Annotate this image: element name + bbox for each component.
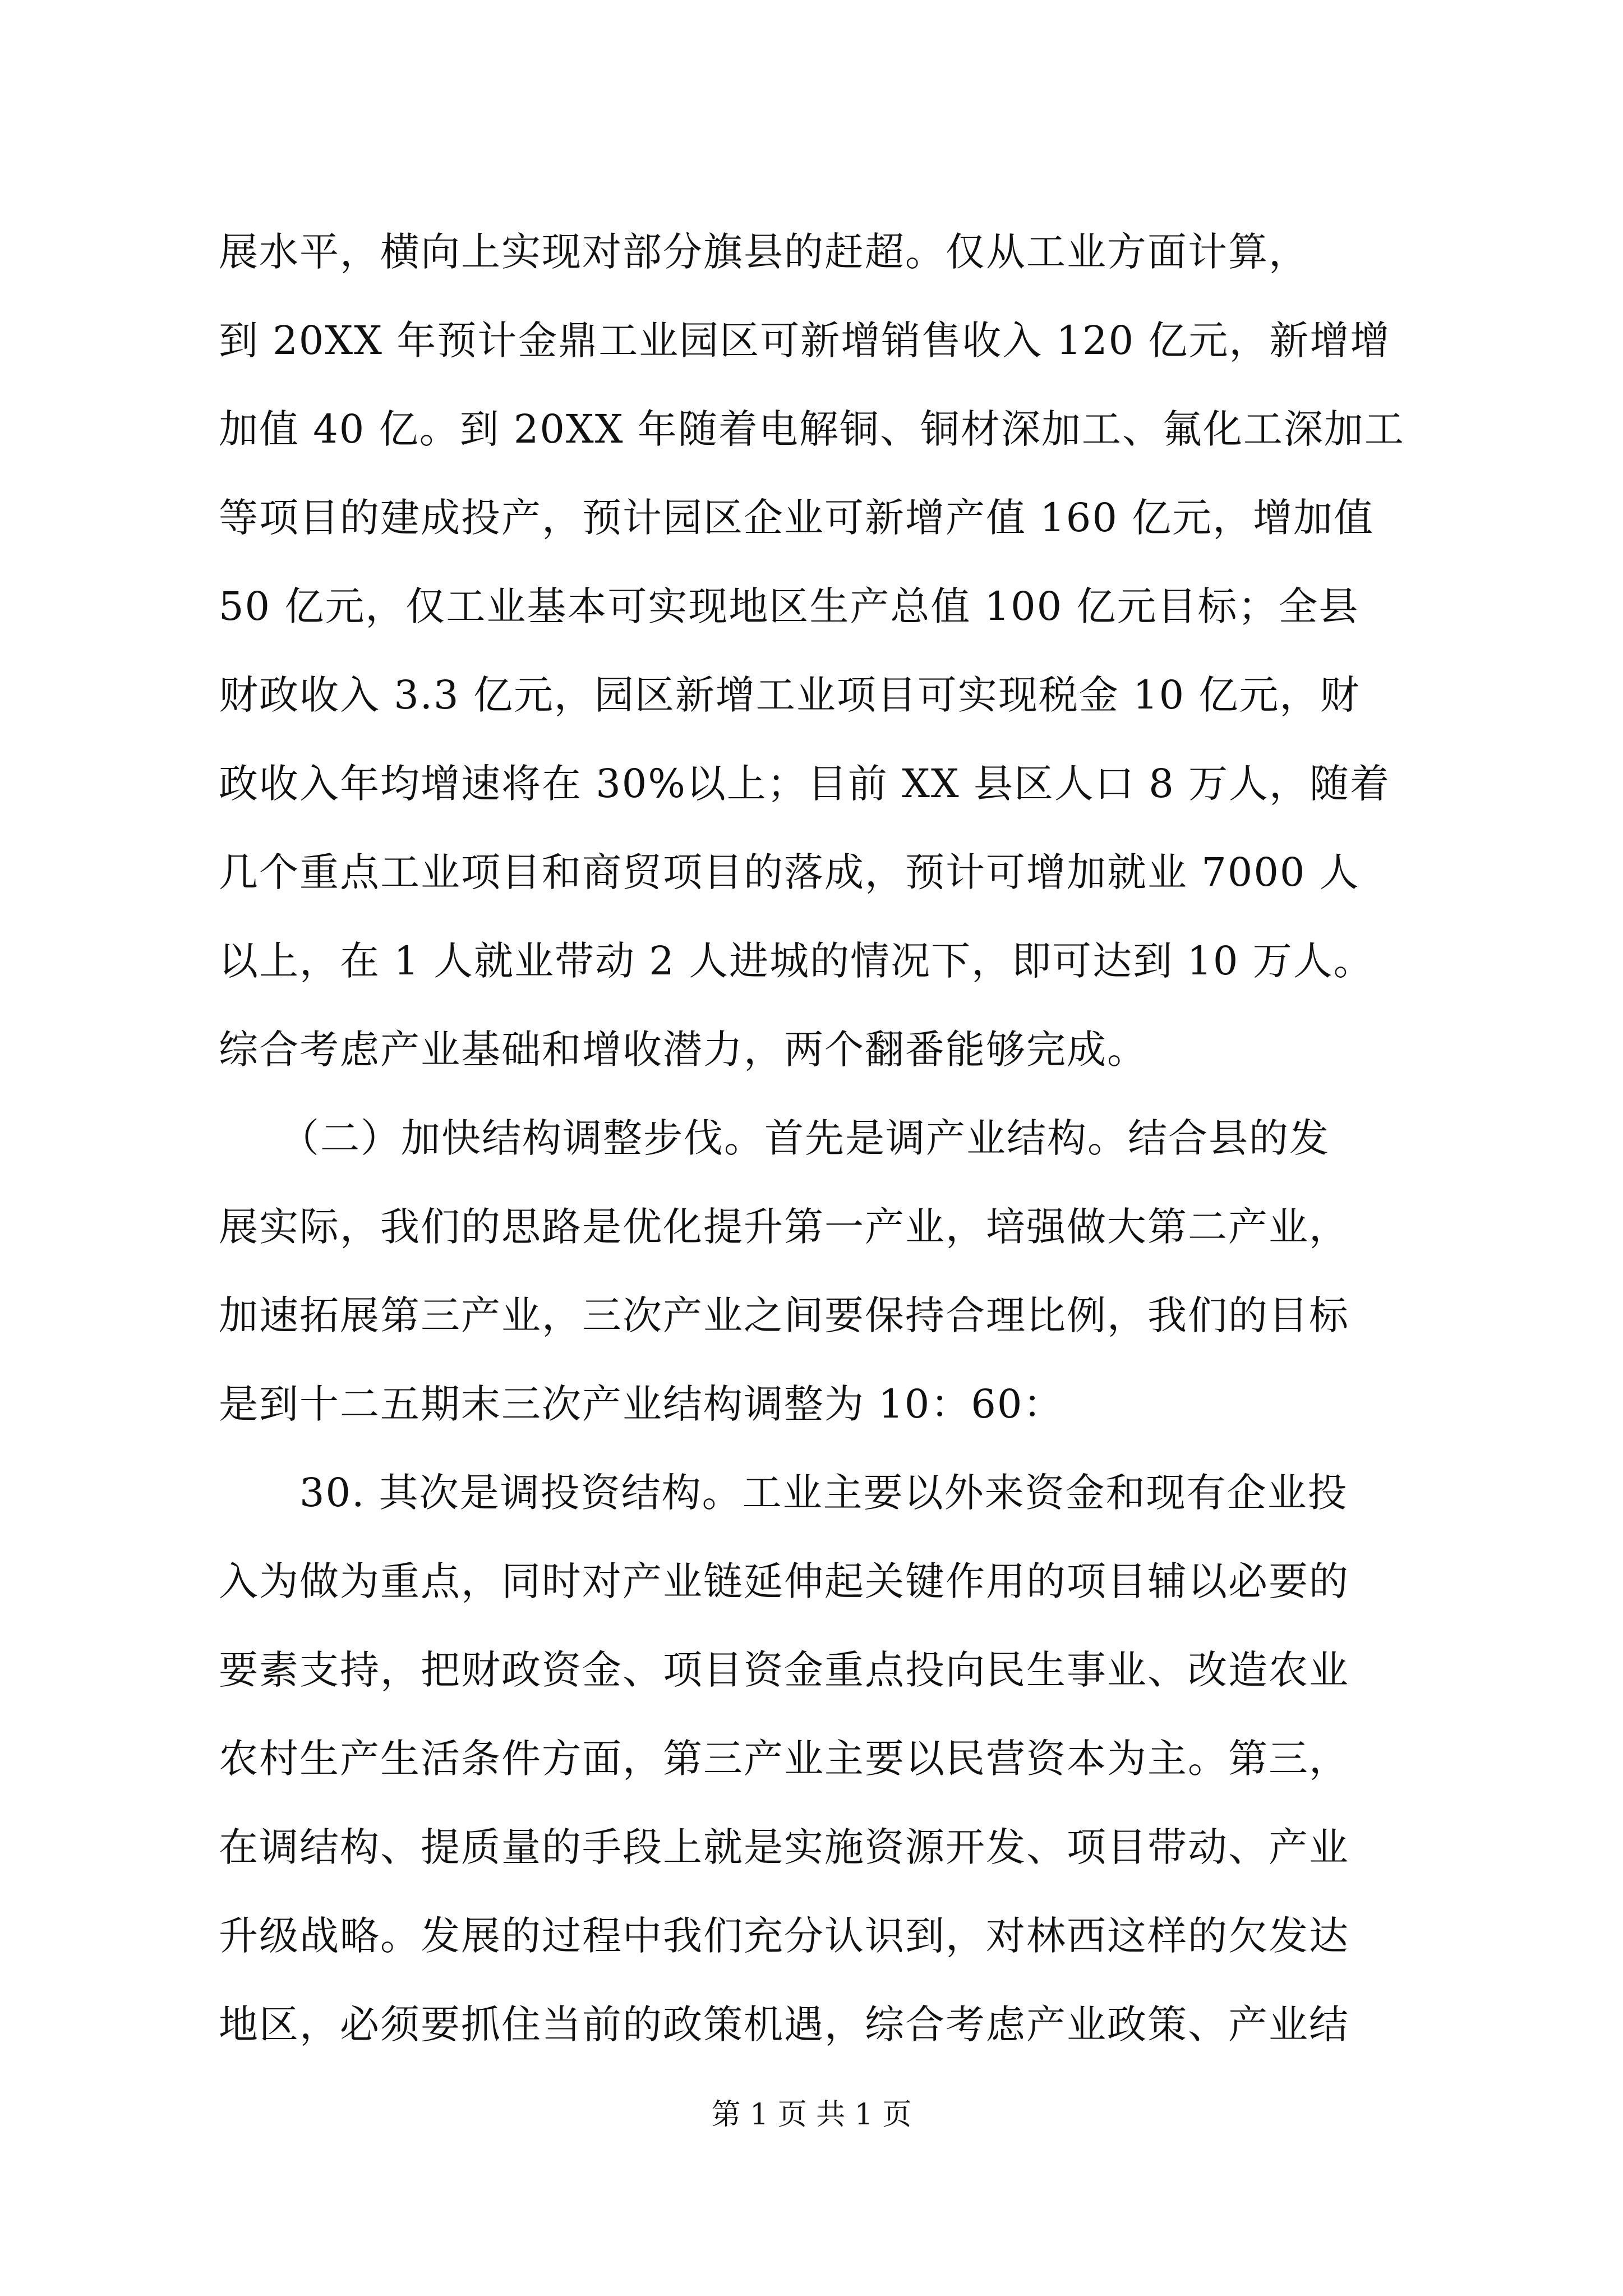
text-line: 在调结构、提质量的手段上就是实施资源开发、项目带动、产业 bbox=[219, 1824, 1349, 1870]
page-footer bbox=[0, 2095, 1623, 2134]
document-body bbox=[219, 208, 1424, 2069]
text-line: 以上，在 1 人就业带动 2 人进城的情况下，即可达到 10 万人。 bbox=[219, 938, 1374, 984]
text-line: 几个重点工业项目和商贸项目的落成，预计可增加就业 7000 人 bbox=[219, 849, 1360, 895]
text-line: 入为做为重点，同时对产业链延伸起关键作用的项目辅以必要的 bbox=[219, 1558, 1349, 1604]
text-line: 是到十二五期末三次产业结构调整为 10：60： bbox=[219, 1381, 1064, 1427]
text-line: 加速拓展第三产业，三次产业之间要保持合理比例，我们的目标 bbox=[219, 1292, 1349, 1338]
text-line: 等项目的建成投产，预计园区企业可新增产值 160 亿元，增加值 bbox=[219, 495, 1375, 541]
text-line: 要素支持，把财政资金、项目资金重点投向民生事业、改造农业 bbox=[219, 1647, 1349, 1693]
text-line: 升级战略。发展的过程中我们充分认识到，对林西这样的欠发达 bbox=[219, 1913, 1349, 1959]
text-line: 政收入年均增速将在 30%以上；目前 XX 县区人口 8 万人，随着 bbox=[219, 761, 1391, 807]
text-line: 到 20XX 年预计金鼎工业园区可新增销售收入 120 亿元，新增增 bbox=[219, 318, 1391, 364]
page-number: 第 1 页 共 1 页 bbox=[711, 2098, 912, 2132]
text-line: 展实际，我们的思路是优化提升第一产业，培强做大第二产业， bbox=[219, 1204, 1349, 1250]
text-line: 50 亿元，仅工业基本可实现地区生产总值 100 亿元目标；全县 bbox=[219, 583, 1359, 629]
text-line: 综合考虑产业基础和增收潜力，两个翻番能够完成。 bbox=[219, 1027, 1147, 1073]
text-line: 加值 40 亿。到 20XX 年随着电解铜、铜材深加工、氟化工深加工 bbox=[219, 406, 1405, 452]
text-line: （二）加快结构调整步伐。首先是调产业结构。结合县的发 bbox=[219, 1115, 1330, 1161]
text-line: 农村生产生活条件方面，第三产业主要以民营资本为主。第三， bbox=[219, 1736, 1349, 1782]
text-line: 展水平，横向上实现对部分旗县的赶超。仅从工业方面计算， bbox=[219, 229, 1309, 275]
text-line: 30. 其次是调投资结构。工业主要以外来资金和现有企业投 bbox=[219, 1470, 1348, 1516]
text-line: 财政收入 3.3 亿元，园区新增工业项目可实现税金 10 亿元，财 bbox=[219, 672, 1361, 718]
text-line: 地区，必须要抓住当前的政策机遇，综合考虑产业政策、产业结 bbox=[219, 2001, 1349, 2047]
